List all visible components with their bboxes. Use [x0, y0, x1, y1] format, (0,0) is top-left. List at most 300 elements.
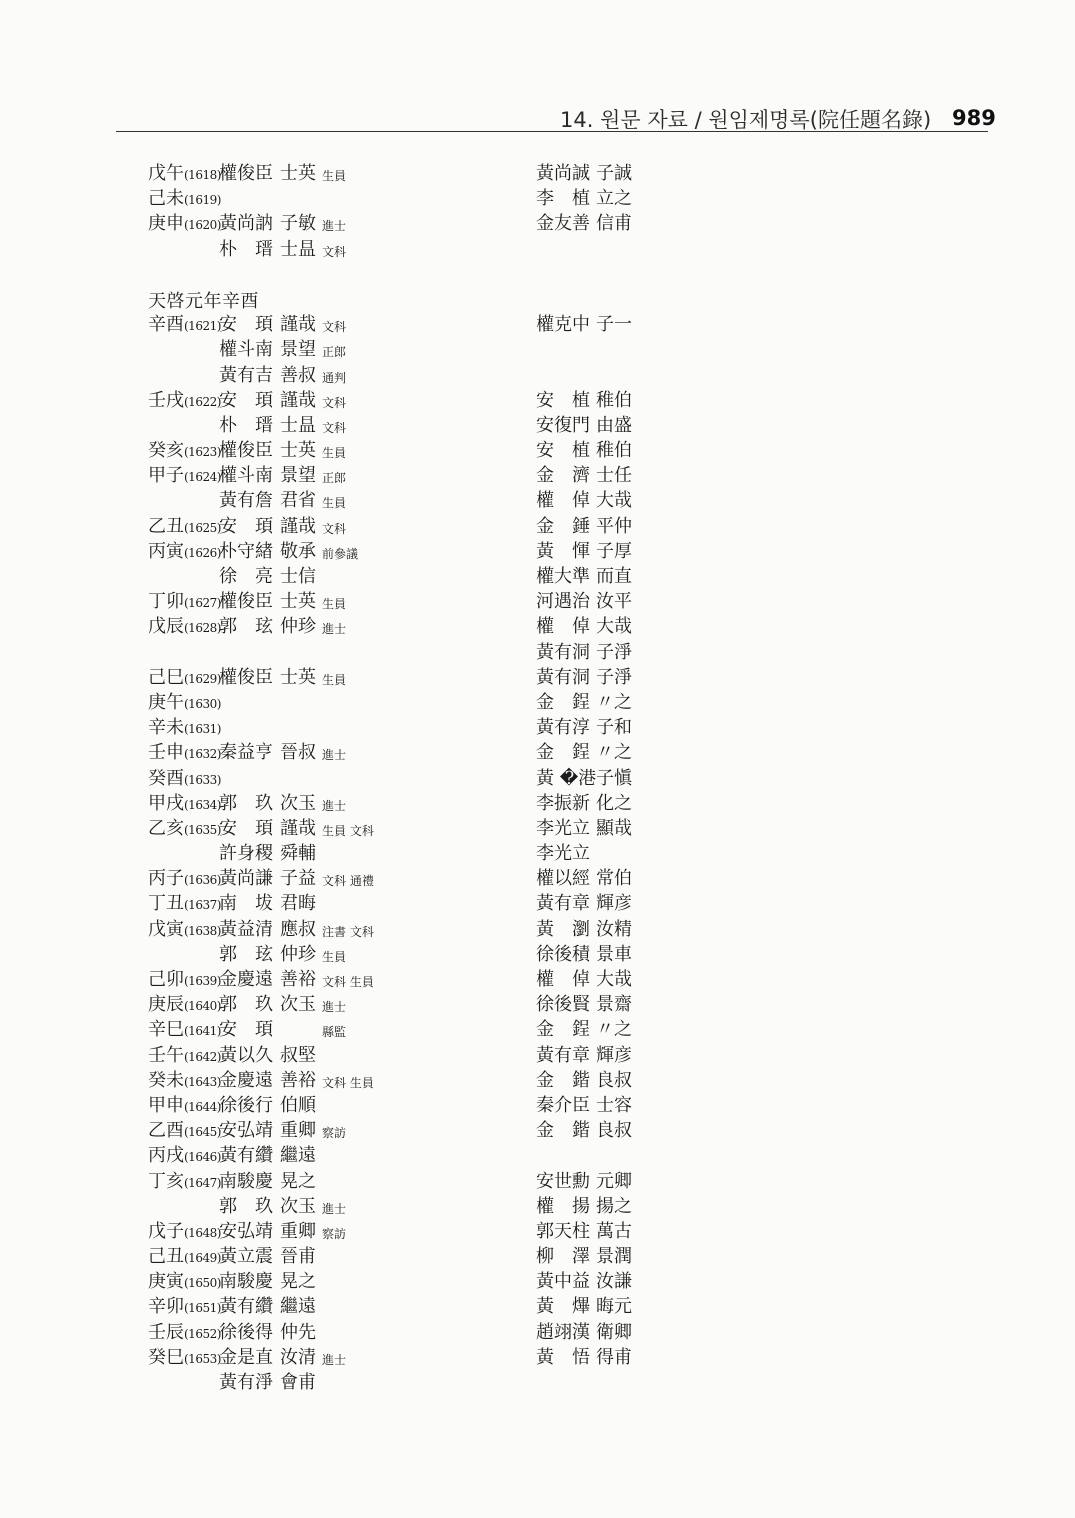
roster-row: [0, 967, 1075, 992]
right-name: 黃有洞: [536, 641, 590, 663]
roster-row: [0, 1294, 1075, 1319]
left-courtesy-name: 敬承: [280, 540, 316, 562]
right-name: 黃 熚: [536, 1296, 590, 1318]
left-courtesy-name: 晃之: [280, 1271, 316, 1293]
right-name: 李 植: [536, 188, 590, 210]
left-title: 文科 通禮: [322, 874, 374, 889]
left-title: 進士: [322, 1352, 347, 1367]
western-year: (1633): [184, 772, 221, 787]
left-courtesy-name: 伯順: [280, 1094, 316, 1116]
left-name: 郭 玖: [219, 994, 273, 1016]
western-year: (1648): [184, 1225, 221, 1240]
right-courtesy-name: 萬古: [596, 1220, 632, 1242]
year-label: [148, 211, 221, 238]
left-courtesy-name: 次玉: [280, 994, 316, 1016]
year-label: [148, 917, 221, 944]
left-name: 南 坺: [219, 893, 273, 915]
ganzhi-year: 癸巳: [148, 1346, 184, 1368]
left-name: 黃有纘: [219, 1296, 273, 1318]
ganzhi-year: 壬午: [148, 1044, 184, 1066]
year-label: [148, 312, 221, 339]
right-name: 權克中: [536, 314, 590, 336]
left-title: 察訪: [322, 1226, 347, 1241]
left-name: 安弘靖: [219, 1220, 273, 1242]
right-name: 權 倬: [536, 969, 590, 990]
western-year: (1628): [184, 621, 221, 636]
roster-row: [0, 1043, 1075, 1068]
left-title: 進士: [322, 1201, 347, 1216]
left-title: 生員: [322, 446, 347, 461]
western-year: (1629): [184, 671, 221, 686]
right-name: 黃中益: [536, 1271, 590, 1293]
running-header: 14. 원문 자료 / 원임제명록(院任題名錄): [560, 108, 932, 132]
right-name: 李振新: [536, 792, 590, 814]
right-name: 郭天柱: [536, 1220, 590, 1242]
left-title: 生員 文科: [322, 823, 374, 838]
left-courtesy-name: 應叔: [280, 918, 316, 940]
ganzhi-year: 乙酉: [148, 1120, 184, 1142]
ganzhi-year: 丙戌: [148, 1145, 184, 1167]
roster-row: [0, 992, 1075, 1017]
roster-row: [0, 1118, 1075, 1143]
right-courtesy-name: 子愼: [596, 767, 632, 789]
ganzhi-year: 戊午: [148, 163, 184, 184]
right-name: 黃有章: [536, 1044, 590, 1066]
western-year: (1642): [184, 1049, 221, 1064]
left-name: 權斗南: [219, 465, 273, 487]
left-name: 權斗南: [219, 339, 273, 361]
left-name: 郭 玖: [219, 792, 273, 814]
roster-row: [0, 1320, 1075, 1345]
roster-row: [0, 237, 1075, 262]
left-name: 權俊臣: [219, 666, 273, 688]
right-courtesy-name: 汝精: [596, 918, 632, 940]
ganzhi-year: 己未: [148, 188, 184, 210]
roster-row: [0, 564, 1075, 589]
roster-row: [0, 186, 1075, 211]
left-title: 文科: [322, 320, 347, 335]
roster-row: [0, 942, 1075, 967]
right-courtesy-name: 化之: [596, 792, 632, 814]
western-year: (1619): [184, 193, 221, 208]
right-name: 徐後積: [536, 943, 590, 965]
ganzhi-year: 壬戌: [148, 389, 184, 411]
left-name: 徐 亮: [219, 566, 273, 587]
year-label: [148, 1320, 221, 1347]
ganzhi-year: 丁卯: [148, 591, 184, 613]
roster-row: [0, 640, 1075, 665]
roster-row: [0, 665, 1075, 690]
left-courtesy-name: 重卿: [280, 1220, 316, 1242]
right-courtesy-name: 〃之: [596, 742, 632, 764]
left-name: 許身稷: [219, 843, 273, 865]
right-courtesy-name: 子淨: [596, 641, 632, 663]
left-name: 金是直: [219, 1346, 273, 1368]
right-courtesy-name: 子誠: [596, 163, 632, 184]
year-label: [148, 1143, 221, 1170]
year-label: [148, 1269, 221, 1296]
right-name: 黃 悟: [536, 1346, 590, 1368]
left-name: 秦益亨: [219, 742, 273, 764]
left-courtesy-name: 謹哉: [280, 515, 316, 537]
roster-list: [0, 161, 1075, 1395]
right-courtesy-name: 而直: [596, 566, 632, 587]
year-label: [148, 791, 221, 818]
right-name: 柳 澤: [536, 1246, 590, 1268]
western-year: (1641): [184, 1024, 221, 1039]
right-name: 權 倬: [536, 616, 590, 638]
year-label: [148, 967, 221, 994]
western-year: (1637): [184, 898, 221, 913]
ganzhi-year: 辛酉: [148, 314, 184, 336]
right-courtesy-name: 稚伯: [596, 389, 632, 411]
right-name: 金 鋥: [536, 691, 590, 713]
year-label: [148, 539, 221, 566]
roster-row: [0, 1219, 1075, 1244]
left-name: 黃益清: [219, 918, 273, 940]
left-title: 文科 生員: [322, 975, 374, 989]
left-courtesy-name: 謹哉: [280, 817, 316, 839]
year-label: [148, 1294, 221, 1321]
right-courtesy-name: 〃之: [596, 1019, 632, 1041]
left-courtesy-name: 景望: [280, 465, 316, 487]
year-label: [148, 1345, 221, 1372]
right-courtesy-name: 景車: [596, 943, 632, 965]
left-name: 安 頊: [219, 389, 273, 411]
year-label: [148, 1017, 221, 1044]
right-courtesy-name: 景齋: [596, 994, 632, 1016]
year-label: [148, 1068, 221, 1095]
year-label: [148, 614, 221, 641]
left-title: 進士: [322, 798, 347, 813]
right-courtesy-name: 輝彦: [596, 1044, 632, 1066]
western-year: (1632): [184, 747, 221, 762]
left-courtesy-name: 士英: [280, 666, 316, 688]
western-year: (1621): [184, 319, 221, 334]
year-label: [148, 1093, 221, 1120]
western-year: (1643): [184, 1074, 221, 1089]
ganzhi-year: 庚寅: [148, 1271, 184, 1293]
right-name: 河遇治: [536, 591, 590, 613]
right-name: 黃有淳: [536, 717, 590, 739]
left-name: 金慶遠: [219, 1069, 273, 1091]
western-year: (1636): [184, 873, 221, 888]
roster-row: [0, 917, 1075, 942]
western-year: (1626): [184, 545, 221, 560]
year-label: [148, 438, 221, 465]
right-courtesy-name: 由盛: [596, 414, 632, 436]
ganzhi-year: 辛卯: [148, 1296, 184, 1318]
left-courtesy-name: 繼遠: [280, 1145, 316, 1167]
left-title: 文科: [322, 521, 347, 536]
right-courtesy-name: 汝謙: [596, 1271, 632, 1293]
right-name: 安 植: [536, 440, 590, 462]
roster-row: [0, 816, 1075, 841]
right-courtesy-name: 常伯: [596, 868, 632, 890]
ganzhi-year: 戊子: [148, 1220, 184, 1242]
left-name: 黃有淨: [219, 1372, 273, 1393]
right-courtesy-name: 子一: [596, 314, 632, 336]
left-courtesy-name: 謹哉: [280, 314, 316, 336]
right-name: 金 鋥: [536, 742, 590, 764]
left-title: 縣監: [322, 1025, 347, 1040]
right-courtesy-name: 子和: [596, 717, 632, 739]
year-label: [148, 891, 221, 918]
western-year: (1650): [184, 1276, 221, 1291]
right-name: 權 揚: [536, 1195, 590, 1217]
right-courtesy-name: 士容: [596, 1094, 632, 1116]
left-name: 南駿慶: [219, 1170, 273, 1192]
western-year: (1646): [184, 1150, 221, 1165]
western-year: (1640): [184, 999, 221, 1014]
left-name: 郭 玹: [219, 616, 273, 638]
western-year: (1630): [184, 696, 221, 711]
roster-row: [0, 337, 1075, 362]
left-courtesy-name: 仲珍: [280, 943, 316, 965]
left-name: 朴 瑨: [219, 414, 273, 436]
year-label: [148, 1219, 221, 1246]
left-name: 黃有詹: [219, 490, 273, 512]
western-year: (1647): [184, 1175, 221, 1190]
western-year: (1623): [184, 445, 221, 460]
left-courtesy-name: 善裕: [280, 969, 316, 990]
left-name: 黃有纘: [219, 1145, 273, 1167]
roster-row: [0, 514, 1075, 539]
roster-row: [0, 715, 1075, 740]
left-courtesy-name: 繼遠: [280, 1296, 316, 1318]
right-courtesy-name: 大哉: [596, 616, 632, 638]
left-title: 通判: [322, 370, 347, 385]
right-name: 黃有洞: [536, 666, 590, 688]
right-courtesy-name: 稚伯: [596, 440, 632, 462]
left-title: 進士: [322, 748, 347, 763]
western-year: (1651): [184, 1301, 221, 1316]
ganzhi-year: 庚辰: [148, 994, 184, 1016]
left-name: 權俊臣: [219, 163, 273, 184]
right-name: 安 植: [536, 389, 590, 411]
ganzhi-year: 庚申: [148, 213, 184, 235]
left-courtesy-name: 善叔: [280, 364, 316, 386]
ganzhi-year: 戊寅: [148, 918, 184, 940]
left-courtesy-name: 景望: [280, 339, 316, 361]
right-name: 黃 惲: [536, 540, 590, 562]
roster-row: [0, 690, 1075, 715]
year-label: [148, 589, 221, 616]
ganzhi-year: 乙丑: [148, 515, 184, 537]
left-name: 郭 玖: [219, 1195, 273, 1217]
right-courtesy-name: 信甫: [596, 213, 632, 235]
left-name: 郭 玹: [219, 943, 273, 965]
western-year: (1649): [184, 1251, 221, 1266]
right-courtesy-name: 揚之: [596, 1195, 632, 1217]
header-rule: [116, 131, 988, 132]
left-name: 安 頊: [219, 314, 273, 336]
left-name: 南駿慶: [219, 1271, 273, 1293]
roster-row: [0, 614, 1075, 639]
right-courtesy-name: 顯哉: [596, 817, 632, 839]
year-label: [148, 740, 221, 767]
year-label: [148, 388, 221, 415]
ganzhi-year: 庚午: [148, 691, 184, 713]
right-courtesy-name: 良叔: [596, 1120, 632, 1142]
left-courtesy-name: 叔堅: [280, 1044, 316, 1066]
roster-row: [0, 363, 1075, 388]
western-year: (1627): [184, 596, 221, 611]
right-name: 金友善: [536, 213, 590, 235]
roster-row: [0, 740, 1075, 765]
year-label: [148, 690, 221, 717]
left-courtesy-name: 士昷: [280, 414, 316, 436]
left-title: 察訪: [322, 1126, 347, 1141]
ganzhi-year: 甲申: [148, 1094, 184, 1116]
left-title: 文科: [322, 420, 347, 435]
left-name: 安 頊: [219, 817, 273, 839]
right-name: 金 鋥: [536, 1019, 590, 1041]
year-label: [148, 1169, 221, 1196]
roster-row: [0, 1194, 1075, 1219]
roster-row: [0, 413, 1075, 438]
western-year: (1652): [184, 1326, 221, 1341]
right-courtesy-name: 元卿: [596, 1170, 632, 1192]
left-name: 朴守緖: [219, 540, 273, 562]
left-title: 文科: [322, 244, 347, 259]
left-courtesy-name: 仲珍: [280, 616, 316, 638]
left-name: 徐後行: [219, 1094, 273, 1116]
right-name: 金 濟: [536, 465, 590, 487]
left-courtesy-name: 次玉: [280, 792, 316, 814]
year-label: [148, 186, 221, 213]
left-title: 正郎: [322, 345, 347, 360]
left-name: 朴 瑨: [219, 238, 273, 260]
left-title: 文科 生員: [322, 1075, 374, 1090]
year-label: [148, 514, 221, 541]
roster-row: [0, 211, 1075, 236]
left-courtesy-name: 子敏: [280, 213, 316, 235]
right-name: 李光立: [536, 843, 590, 865]
ganzhi-year: 甲子: [148, 465, 184, 487]
ganzhi-year: 癸亥: [148, 440, 184, 462]
left-title: 進士: [322, 622, 347, 637]
right-courtesy-name: 大哉: [596, 490, 632, 512]
right-courtesy-name: 得甫: [596, 1346, 632, 1368]
left-courtesy-name: 仲先: [280, 1321, 316, 1343]
right-name: 安復門: [536, 414, 590, 436]
roster-row: [0, 161, 1075, 186]
western-year: (1653): [184, 1351, 221, 1366]
ganzhi-year: 己卯: [148, 969, 184, 990]
right-name: 黃 瀏: [536, 918, 590, 940]
left-name: 權俊臣: [219, 591, 273, 613]
left-courtesy-name: 舜輔: [280, 843, 316, 865]
ganzhi-year: 己巳: [148, 666, 184, 688]
left-title: 文科: [322, 395, 347, 410]
right-courtesy-name: 子厚: [596, 540, 632, 562]
right-courtesy-name: 〃之: [596, 691, 632, 713]
roster-row: [0, 1345, 1075, 1370]
right-courtesy-name: 平仲: [596, 515, 632, 537]
year-label: [148, 766, 221, 793]
ganzhi-year: 壬申: [148, 742, 184, 764]
left-courtesy-name: 子益: [280, 868, 316, 890]
right-name: 權 倬: [536, 490, 590, 512]
page-number: 989: [952, 106, 996, 130]
western-year: (1625): [184, 520, 221, 535]
left-title: 生員: [322, 169, 347, 183]
ganzhi-year: 癸酉: [148, 767, 184, 789]
ganzhi-year: 癸未: [148, 1069, 184, 1091]
left-title: 前參議: [322, 546, 359, 561]
year-label: [148, 463, 221, 490]
ganzhi-year: 辛巳: [148, 1019, 184, 1041]
right-name: 趙翊漢: [536, 1321, 590, 1343]
ganzhi-year: 辛未: [148, 717, 184, 739]
roster-row: [0, 539, 1075, 564]
ganzhi-year: 己丑: [148, 1246, 184, 1268]
roster-row: [0, 438, 1075, 463]
right-name: 金 錘: [536, 515, 590, 537]
roster-row: [0, 1269, 1075, 1294]
western-year: (1624): [184, 470, 221, 485]
left-title: 生員: [322, 672, 347, 687]
roster-row: [0, 766, 1075, 791]
roster-row: [0, 841, 1075, 866]
ganzhi-year: 甲戌: [148, 792, 184, 814]
right-courtesy-name: 子淨: [596, 666, 632, 688]
roster-row: [0, 891, 1075, 916]
spacer-row: [0, 262, 1075, 287]
year-label: [148, 665, 221, 692]
ganzhi-year: 壬辰: [148, 1321, 184, 1343]
roster-row: [0, 1068, 1075, 1093]
ganzhi-year: 戊辰: [148, 616, 184, 638]
roster-row: [0, 463, 1075, 488]
roster-row: [0, 1169, 1075, 1194]
left-courtesy-name: 士信: [280, 566, 316, 587]
western-year: (1639): [184, 974, 221, 988]
left-name: 安 頊: [219, 515, 273, 537]
left-courtesy-name: 晉叔: [280, 742, 316, 764]
right-courtesy-name: 晦元: [596, 1296, 632, 1318]
roster-row: [0, 312, 1075, 337]
roster-row: [0, 1143, 1075, 1168]
right-name: 黃尚誠: [536, 163, 590, 184]
left-courtesy-name: 重卿: [280, 1120, 316, 1142]
left-courtesy-name: 士英: [280, 163, 316, 184]
ganzhi-year: 丙子: [148, 868, 184, 890]
right-name: 金 鍇: [536, 1120, 590, 1142]
year-label: [148, 866, 221, 893]
roster-row: [0, 866, 1075, 891]
left-courtesy-name: 晃之: [280, 1170, 316, 1192]
right-courtesy-name: 衛卿: [596, 1321, 632, 1343]
western-year: (1620): [184, 218, 221, 233]
roster-row: [0, 1017, 1075, 1042]
left-title: 生員: [322, 597, 347, 612]
left-name: 安弘靖: [219, 1120, 273, 1142]
right-name: 徐後賢: [536, 994, 590, 1016]
left-title: 生員: [322, 496, 347, 511]
left-title: 注書 文科: [322, 924, 374, 939]
era-heading: 天啓元年辛酉: [148, 290, 259, 312]
roster-row: [0, 1244, 1075, 1269]
left-name: 黃立震: [219, 1246, 273, 1268]
western-year: (1634): [184, 797, 221, 812]
right-courtesy-name: 輝彦: [596, 893, 632, 915]
roster-row: [0, 488, 1075, 513]
left-courtesy-name: 次玉: [280, 1195, 316, 1217]
year-label: [148, 1043, 221, 1070]
right-name: 黃有章: [536, 893, 590, 915]
